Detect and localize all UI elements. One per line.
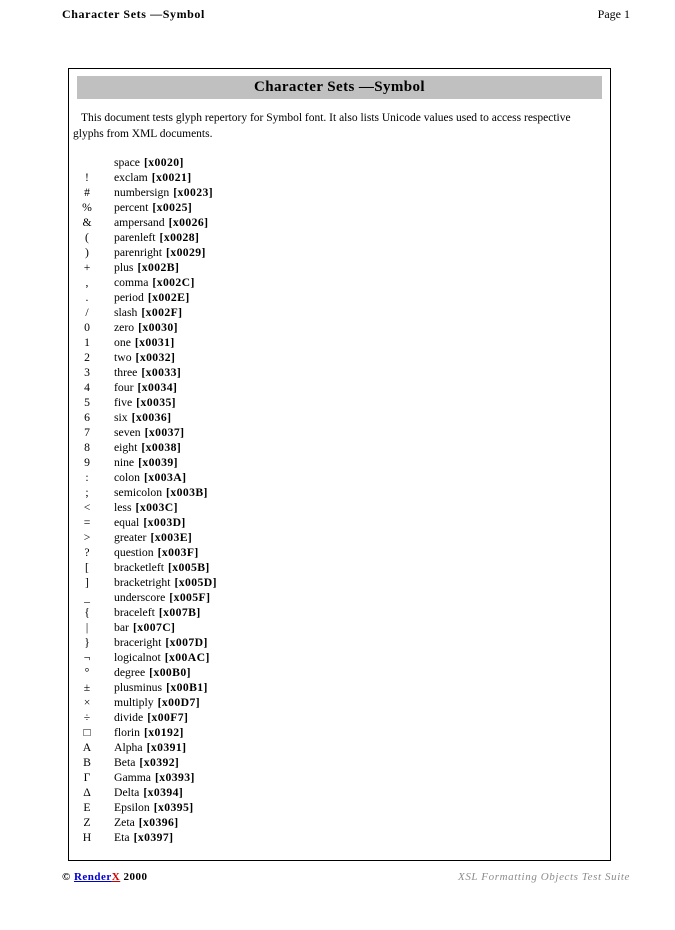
glyph-code: [x002B] [137, 261, 180, 274]
glyph-code: [x0393] [155, 771, 195, 784]
glyph-name: Epsilon [114, 801, 150, 814]
glyph-code: [x0020] [143, 156, 184, 169]
glyph-row [69, 710, 610, 725]
glyph-code: [x0039] [138, 456, 178, 469]
glyph-code: [x007B] [158, 606, 201, 619]
glyph-code: [x0021] [151, 171, 192, 184]
glyph-name: degree [114, 666, 146, 679]
glyph-cell: 1 [84, 336, 90, 349]
glyph-name: period [114, 291, 144, 304]
glyph-name: bracketright [114, 576, 171, 589]
glyph-name: less [114, 501, 132, 514]
glyph-name: parenright [114, 246, 163, 259]
glyph-name: eight [114, 441, 138, 454]
glyph-row [69, 470, 610, 485]
glyph-code: [x00B0] [149, 666, 191, 679]
glyph-row [69, 530, 610, 545]
glyph-code: [x0033] [141, 366, 182, 379]
glyph-cell: □ [83, 726, 91, 739]
glyph-cell: 4 [84, 381, 90, 394]
glyph-name: four [114, 381, 134, 394]
glyph-cell: ! [85, 171, 89, 184]
glyph-cell: Β [83, 756, 91, 769]
glyph-row [69, 245, 610, 260]
glyph-cell: < [83, 501, 91, 514]
glyph-code: [x0025] [152, 201, 193, 214]
glyph-code: [x0023] [173, 186, 213, 199]
glyph-cell: Δ [83, 786, 91, 799]
glyph-cell: Γ [83, 771, 91, 784]
glyph-cell: ; [85, 486, 89, 499]
glyph-name: six [114, 411, 128, 424]
glyph-code: [x0038] [141, 441, 182, 454]
glyph-code: [x005D] [174, 576, 217, 589]
renderx-link-x[interactable]: X [111, 871, 121, 883]
glyph-row [69, 695, 610, 710]
glyph-row [69, 365, 610, 380]
glyph-cell: × [83, 696, 91, 709]
glyph-cell: 8 [84, 441, 90, 454]
glyph-code: [x0032] [135, 351, 176, 364]
glyph-code: [x0192] [143, 726, 184, 739]
glyph-name: braceleft [114, 606, 155, 619]
glyph-cell: 6 [84, 411, 90, 424]
glyph-row [69, 680, 610, 695]
glyph-name: zero [114, 321, 135, 334]
glyph-code: [x0391] [146, 741, 187, 754]
glyph-row [69, 500, 610, 515]
glyph-code: [x0037] [144, 426, 185, 439]
glyph-name: divide [114, 711, 144, 724]
glyph-name: one [114, 336, 131, 349]
glyph-code: [x003D] [143, 516, 186, 529]
glyph-cell: ÷ [83, 711, 91, 724]
glyph-cell: Ζ [83, 816, 91, 829]
glyph-row [69, 320, 610, 335]
glyph-code: [x0026] [168, 216, 209, 229]
glyph-code: [x0397] [133, 831, 174, 844]
glyph-row [69, 725, 610, 740]
glyph-row [69, 380, 610, 395]
glyph-name: greater [114, 531, 147, 544]
glyph-row [69, 305, 610, 320]
glyph-code: [x002F] [141, 306, 183, 319]
glyph-code: [x005F] [169, 591, 211, 604]
glyph-cell: Η [82, 831, 92, 844]
document-frame [68, 68, 611, 861]
glyph-cell: & [82, 216, 92, 229]
glyph-name: nine [114, 456, 135, 469]
glyph-code: [x0034] [137, 381, 178, 394]
page-number: Page 1 [597, 7, 630, 21]
glyph-cell: [ [85, 561, 89, 574]
glyph-row [69, 635, 610, 650]
glyph-code: [x00F7] [147, 711, 189, 724]
glyph-name: Eta [114, 831, 130, 844]
glyph-name: braceright [114, 636, 162, 649]
glyph-name: five [114, 396, 133, 409]
document-title-bar [77, 76, 602, 99]
glyph-cell: + [83, 261, 91, 274]
glyph-row [69, 230, 610, 245]
glyph-code: [x0030] [138, 321, 178, 334]
glyph-code: [x003E] [150, 531, 193, 544]
glyph-cell: = [83, 516, 91, 529]
glyph-row [69, 785, 610, 800]
glyph-code: [x00D7] [157, 696, 201, 709]
glyph-cell: ] [85, 576, 89, 589]
glyph-name: Delta [114, 786, 140, 799]
glyph-name: ampersand [114, 216, 165, 229]
renderx-link-render[interactable]: Render [73, 871, 112, 883]
glyph-code: [x003B] [166, 486, 208, 499]
glyph-name: comma [114, 276, 149, 289]
copyright-symbol: © [62, 871, 71, 883]
glyph-code: [x0392] [139, 756, 180, 769]
glyph-name: space [114, 156, 140, 169]
glyph-name: semicolon [114, 486, 163, 499]
glyph-name: colon [114, 471, 140, 484]
renderx-link[interactable] [74, 871, 120, 883]
glyph-code: [x005B] [167, 561, 210, 574]
document-title: Character Sets —Symbol [253, 79, 425, 95]
glyph-row [69, 560, 610, 575]
glyph-row [69, 290, 610, 305]
glyph-code: [x003A] [143, 471, 187, 484]
glyph-cell: ± [83, 681, 91, 694]
glyph-name: florin [114, 726, 140, 739]
glyph-row [69, 215, 610, 230]
glyph-cell: > [83, 531, 91, 544]
glyph-row [69, 335, 610, 350]
copyright-line [62, 871, 148, 883]
glyph-cell: # [84, 186, 90, 199]
glyph-code: [x0031] [134, 336, 175, 349]
glyph-cell: / [85, 306, 89, 319]
glyph-cell: ? [84, 546, 90, 559]
glyph-row [69, 740, 610, 755]
glyph-code: [x002E] [147, 291, 190, 304]
glyph-row [69, 455, 610, 470]
glyph-row [69, 185, 610, 200]
running-footer [62, 871, 630, 883]
glyph-name: exclam [114, 171, 148, 184]
glyph-row [69, 350, 610, 365]
glyph-row [69, 650, 610, 665]
glyph-code: [x0394] [143, 786, 184, 799]
glyph-row [69, 800, 610, 815]
glyph-cell: ) [85, 246, 89, 259]
glyph-cell: 9 [84, 456, 90, 469]
glyph-name: parenleft [114, 231, 156, 244]
glyph-row [69, 815, 610, 830]
glyph-code: [x003F] [157, 546, 199, 559]
glyph-cell: : [85, 471, 89, 484]
glyph-code: [x0029] [166, 246, 206, 259]
glyph-row [69, 260, 610, 275]
glyph-row [69, 575, 610, 590]
glyph-row [69, 485, 610, 500]
glyph-cell: 2 [84, 351, 90, 364]
glyph-code: [x00B1] [166, 681, 208, 694]
glyph-cell: _ [84, 591, 90, 604]
glyph-name: plus [114, 261, 134, 274]
glyph-row [69, 425, 610, 440]
glyph-code: [x002C] [152, 276, 195, 289]
glyph-name: three [114, 366, 138, 379]
glyph-code: [x0395] [153, 801, 194, 814]
test-suite-label: XSL Formatting Objects Test Suite [458, 871, 630, 883]
glyph-cell: . [85, 291, 89, 304]
glyph-code: [x0396] [138, 816, 179, 829]
glyph-name: bracketleft [114, 561, 164, 574]
glyph-name: Zeta [114, 816, 135, 829]
glyph-code: [x0036] [131, 411, 172, 424]
glyph-cell: { [84, 606, 90, 619]
running-header [62, 7, 630, 22]
glyph-name: numbersign [114, 186, 170, 199]
glyph-name: Beta [114, 756, 136, 769]
glyph-row [69, 770, 610, 785]
glyph-row [69, 395, 610, 410]
glyph-cell: Ε [83, 801, 91, 814]
glyph-cell: 5 [84, 396, 90, 409]
glyph-name: logicalnot [114, 651, 161, 664]
glyph-row [69, 830, 610, 845]
glyph-cell: 0 [84, 321, 90, 334]
glyph-row [69, 170, 610, 185]
copyright-year: 2000 [123, 871, 148, 883]
glyph-name: two [114, 351, 132, 364]
glyph-cell: ° [84, 666, 90, 679]
glyph-name: slash [114, 306, 138, 319]
glyph-row [69, 620, 610, 635]
glyph-row [69, 755, 610, 770]
glyph-row [69, 515, 610, 530]
glyph-name: multiply [114, 696, 154, 709]
glyph-name: bar [114, 621, 129, 634]
glyph-cell: } [84, 636, 90, 649]
glyph-row [69, 545, 610, 560]
glyph-row [69, 605, 610, 620]
glyph-name: underscore [114, 591, 166, 604]
glyph-name: question [114, 546, 154, 559]
glyph-cell: 3 [84, 366, 90, 379]
glyph-row [69, 200, 610, 215]
glyph-name: Alpha [114, 741, 143, 754]
glyph-name: equal [114, 516, 140, 529]
glyph-cell: , [85, 276, 89, 289]
glyph-name: seven [114, 426, 141, 439]
running-header-title: Character Sets —Symbol [62, 7, 205, 21]
glyph-row [69, 275, 610, 290]
glyph-code: [x007C] [132, 621, 176, 634]
glyph-row [69, 440, 610, 455]
glyph-row [69, 590, 610, 605]
glyph-code: [x0035] [136, 396, 176, 409]
glyph-cell: 7 [84, 426, 90, 439]
glyph-cell: Α [82, 741, 92, 754]
glyph-code: [x007D] [165, 636, 208, 649]
glyph-row [69, 665, 610, 680]
glyph-name: percent [114, 201, 149, 214]
glyph-code: [x003C] [135, 501, 178, 514]
glyph-cell: | [85, 621, 89, 634]
glyph-cell: ( [85, 231, 89, 244]
glyph-cell: % [82, 201, 92, 214]
glyph-code: [x00AC] [164, 651, 210, 664]
glyph-name: plusminus [114, 681, 163, 694]
intro-paragraph: This document tests glyph repertory for Symbol font. It also lists Unicode values used to access respective glyphs from XML documents. [73, 112, 571, 140]
glyph-row [69, 410, 610, 425]
glyph-name: Gamma [114, 771, 151, 784]
glyph-code: [x0028] [159, 231, 200, 244]
glyph-list [69, 155, 610, 845]
glyph-cell: ¬ [83, 651, 91, 664]
glyph-row [69, 155, 610, 170]
